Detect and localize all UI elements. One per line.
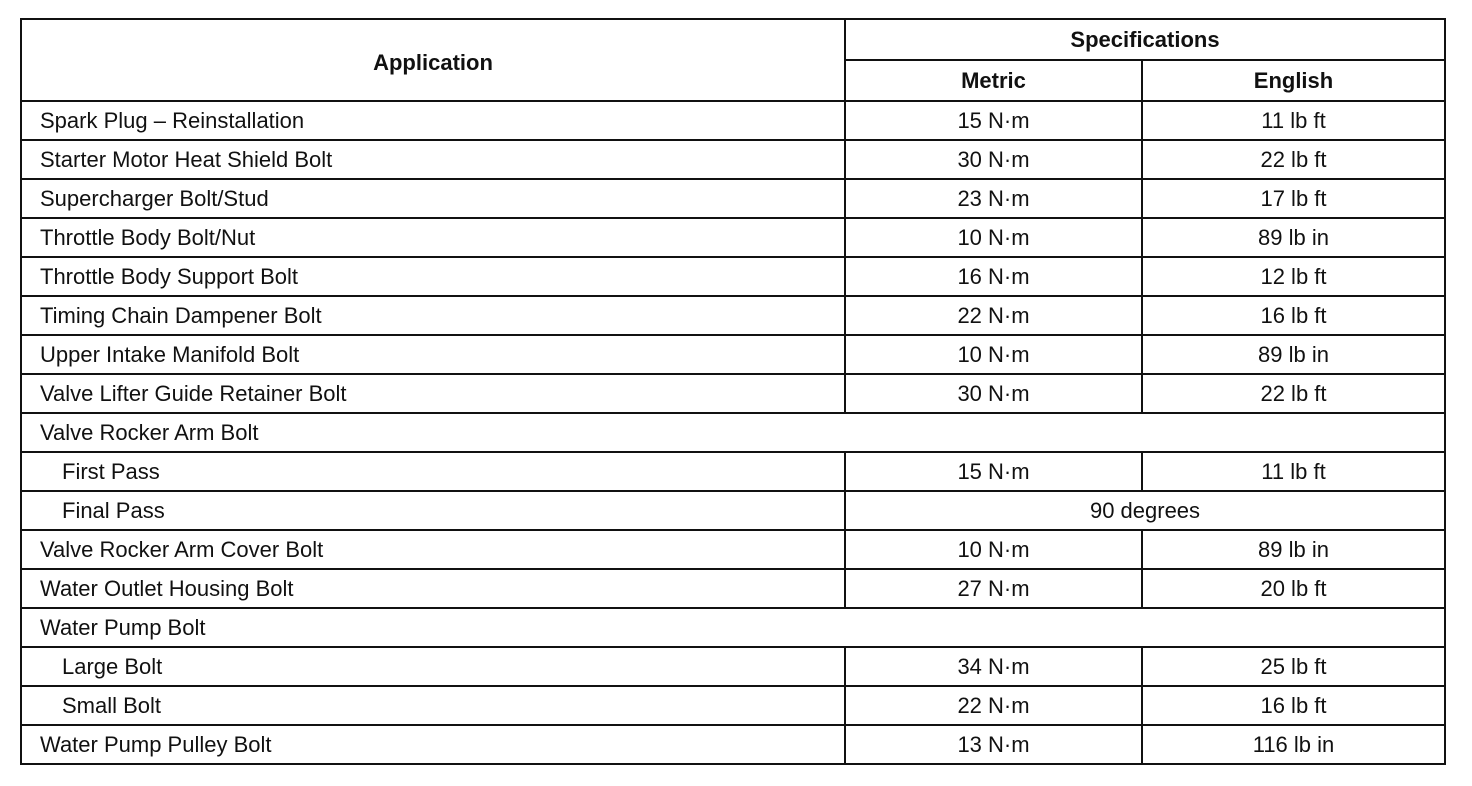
table-row — [21, 686, 1445, 725]
english-cell: 16 lb ft — [1142, 686, 1445, 725]
application-cell: Upper Intake Manifold Bolt — [21, 335, 845, 374]
english-cell: 11 lb ft — [1142, 452, 1445, 491]
table-row — [21, 296, 1445, 335]
table-header — [21, 19, 1445, 101]
metric-cell: 23 N·m — [845, 179, 1142, 218]
application-cell: Throttle Body Bolt/Nut — [21, 218, 845, 257]
application-cell: Small Bolt — [21, 686, 845, 725]
english-cell: 20 lb ft — [1142, 569, 1445, 608]
table-row — [21, 257, 1445, 296]
english-cell: 12 lb ft — [1142, 257, 1445, 296]
table-row — [21, 647, 1445, 686]
application-cell: Valve Lifter Guide Retainer Bolt — [21, 374, 845, 413]
metric-cell: 27 N·m — [845, 569, 1142, 608]
table-row — [21, 725, 1445, 764]
metric-cell: 10 N·m — [845, 530, 1142, 569]
metric-cell: 15 N·m — [845, 452, 1142, 491]
table-row — [21, 491, 1445, 530]
table-group-row — [21, 608, 1445, 647]
table-row — [21, 530, 1445, 569]
application-cell: Throttle Body Support Bolt — [21, 257, 845, 296]
metric-cell: 13 N·m — [845, 725, 1142, 764]
application-cell: Valve Rocker Arm Cover Bolt — [21, 530, 845, 569]
application-cell: Starter Motor Heat Shield Bolt — [21, 140, 845, 179]
application-header: Application — [21, 19, 845, 101]
application-cell: Water Pump Pulley Bolt — [21, 725, 845, 764]
metric-cell: 22 N·m — [845, 296, 1142, 335]
application-cell: Large Bolt — [21, 647, 845, 686]
english-cell: 89 lb in — [1142, 335, 1445, 374]
application-cell: Spark Plug – Reinstallation — [21, 101, 845, 140]
table-row — [21, 179, 1445, 218]
table-row — [21, 452, 1445, 491]
combined-spec-cell: 90 degrees — [845, 491, 1445, 530]
metric-cell: 22 N·m — [845, 686, 1142, 725]
metric-header: Metric — [845, 60, 1142, 101]
table-row — [21, 101, 1445, 140]
application-cell: Supercharger Bolt/Stud — [21, 179, 845, 218]
english-cell: 22 lb ft — [1142, 140, 1445, 179]
table-row — [21, 140, 1445, 179]
table-body — [21, 101, 1445, 764]
english-header: English — [1142, 60, 1445, 101]
metric-cell: 10 N·m — [845, 218, 1142, 257]
english-cell: 16 lb ft — [1142, 296, 1445, 335]
group-heading-cell: Water Pump Bolt — [21, 608, 1445, 647]
application-cell: Timing Chain Dampener Bolt — [21, 296, 845, 335]
english-cell: 116 lb in — [1142, 725, 1445, 764]
table-group-row — [21, 413, 1445, 452]
english-cell: 22 lb ft — [1142, 374, 1445, 413]
table-row — [21, 335, 1445, 374]
table-row — [21, 569, 1445, 608]
metric-cell: 10 N·m — [845, 335, 1142, 374]
table-row — [21, 218, 1445, 257]
english-cell: 25 lb ft — [1142, 647, 1445, 686]
metric-cell: 30 N·m — [845, 140, 1142, 179]
english-cell: 11 lb ft — [1142, 101, 1445, 140]
group-heading-cell: Valve Rocker Arm Bolt — [21, 413, 1445, 452]
fastener-spec-table — [20, 18, 1446, 765]
application-cell: First Pass — [21, 452, 845, 491]
metric-cell: 34 N·m — [845, 647, 1142, 686]
english-cell: 89 lb in — [1142, 530, 1445, 569]
english-cell: 17 lb ft — [1142, 179, 1445, 218]
specifications-header: Specifications — [845, 19, 1445, 60]
english-cell: 89 lb in — [1142, 218, 1445, 257]
metric-cell: 30 N·m — [845, 374, 1142, 413]
table-row — [21, 374, 1445, 413]
metric-cell: 16 N·m — [845, 257, 1142, 296]
application-cell: Final Pass — [21, 491, 845, 530]
metric-cell: 15 N·m — [845, 101, 1142, 140]
application-cell: Water Outlet Housing Bolt — [21, 569, 845, 608]
